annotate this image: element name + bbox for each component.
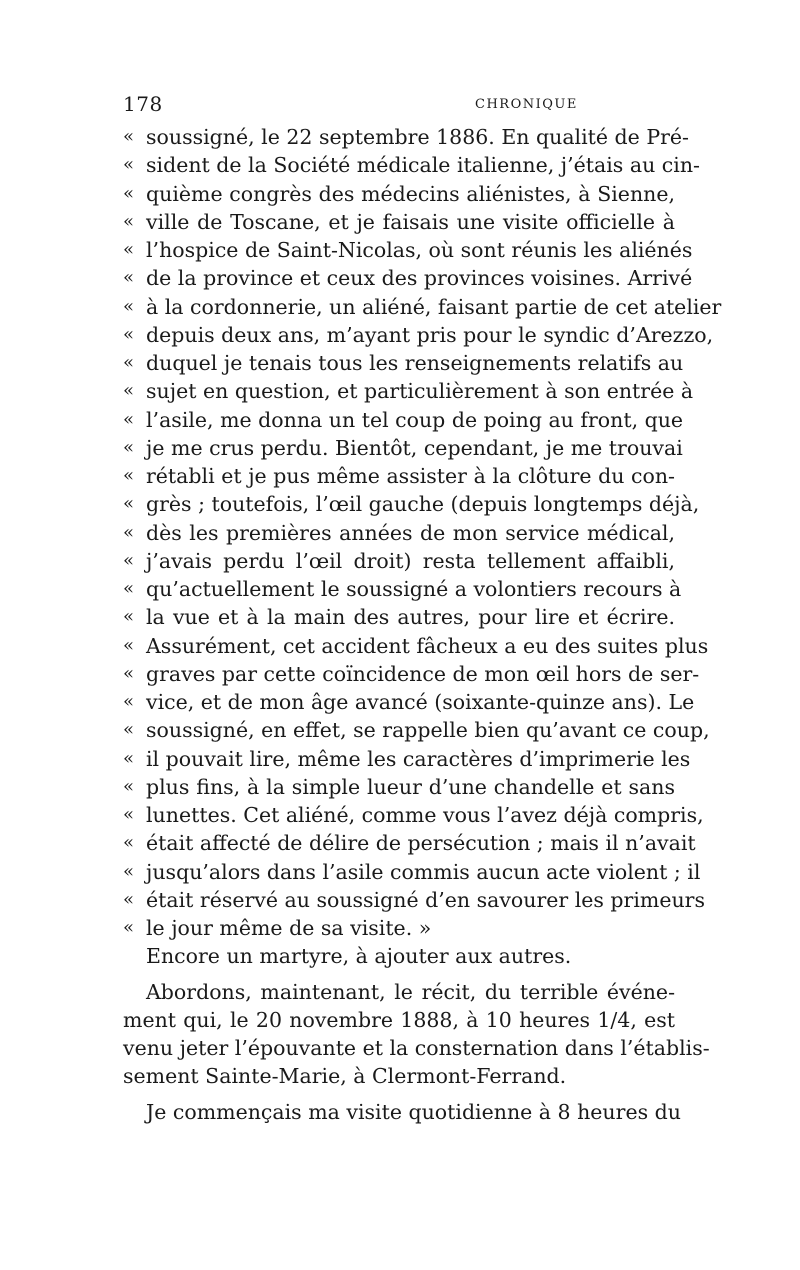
quote-mark: « bbox=[123, 832, 135, 854]
quote-mark: « bbox=[123, 267, 135, 289]
quote-line bbox=[123, 660, 700, 688]
quote-line bbox=[123, 886, 705, 914]
quote-line bbox=[123, 236, 693, 264]
quote-line-text: rétabli et je pus même assister à la clôture du con- bbox=[146, 464, 675, 488]
quote-line bbox=[123, 547, 675, 575]
quote-mark: « bbox=[123, 154, 135, 176]
quote-line-text: jusqu’alors dans l’asile commis aucun acte violent ; il bbox=[146, 859, 701, 884]
quote-line-text: depuis deux ans, m’ayant pris pour le syndic d’Arezzo, bbox=[146, 322, 714, 347]
quote-line bbox=[123, 321, 714, 349]
quote-mark: « bbox=[123, 860, 135, 882]
paragraph-line-text: Je commençais ma visite quotidienne à 8 heures du bbox=[146, 1099, 681, 1124]
quote-line bbox=[123, 632, 709, 660]
quote-line bbox=[123, 716, 710, 744]
quote-mark: « bbox=[123, 804, 135, 825]
page-header bbox=[123, 92, 675, 116]
quote-mark: « bbox=[123, 521, 135, 543]
quote-line bbox=[123, 434, 683, 462]
quote-mark: « bbox=[123, 436, 135, 458]
quote-line bbox=[123, 264, 693, 292]
quote-mark: « bbox=[123, 691, 135, 712]
quote-line-text: quième congrès des médecins aliénistes, à Sienne, bbox=[146, 181, 675, 206]
quote-line-text: le jour même de sa visite. » bbox=[146, 916, 432, 940]
quote-mark: « bbox=[123, 634, 135, 656]
quote-line bbox=[123, 349, 684, 377]
paragraph-line bbox=[123, 1034, 710, 1062]
quote-line-text: lunettes. Cet aliéné, comme vous l’avez déjà compris, bbox=[146, 803, 704, 827]
paragraph-line bbox=[123, 1062, 675, 1090]
quote-mark: « bbox=[123, 606, 135, 628]
running-head: CHRONIQUE bbox=[475, 97, 578, 112]
quote-mark: « bbox=[123, 126, 135, 147]
quote-line bbox=[123, 462, 675, 490]
quote-line bbox=[123, 406, 684, 434]
quote-mark: « bbox=[123, 662, 135, 684]
quote-line-text: soussigné, en effet, se rappelle bien qu’avant ce coup, bbox=[146, 718, 710, 743]
quote-line bbox=[123, 829, 696, 857]
quote-line-text: qu’actuellement le soussigné a volontiers recours à bbox=[146, 577, 682, 601]
quote-line-text: l’asile, me donna un tel coup de poing au front, que bbox=[146, 407, 684, 432]
quote-mark: « bbox=[123, 578, 135, 599]
paragraph-line-text: Encore un martyre, à ajouter aux autres. bbox=[146, 944, 572, 969]
quote-line-text: la vue et à la main des autres, pour lire et écrire. bbox=[146, 605, 675, 630]
quote-line bbox=[123, 914, 675, 942]
page-number: 178 bbox=[123, 92, 163, 116]
quote-mark: « bbox=[123, 465, 135, 486]
quote-line bbox=[123, 208, 675, 236]
quote-line bbox=[123, 377, 694, 405]
quote-mark: « bbox=[123, 380, 135, 402]
quote-line bbox=[123, 773, 675, 801]
quote-mark: « bbox=[123, 182, 135, 204]
quote-mark: « bbox=[123, 747, 135, 769]
quote-line-text: j’avais perdu l’œil droit) resta tellement affaibli, bbox=[146, 548, 675, 573]
paragraph-line bbox=[123, 978, 675, 1006]
quote-mark: « bbox=[123, 323, 135, 345]
quote-line-text: vice, et de mon âge avancé (soixante-quinze ans). Le bbox=[146, 690, 695, 714]
paragraph-line bbox=[123, 1006, 675, 1034]
quote-mark: « bbox=[123, 408, 135, 430]
quote-mark: « bbox=[123, 775, 135, 797]
quote-line bbox=[123, 801, 704, 829]
quote-line bbox=[123, 745, 691, 773]
quote-mark: « bbox=[123, 295, 135, 317]
quote-line-text: plus fins, à la simple lueur d’une chandelle et sans bbox=[146, 774, 675, 799]
quote-line-text: ville de Toscane, et je faisais une visite officielle à bbox=[146, 209, 675, 234]
quote-mark: « bbox=[123, 719, 135, 741]
quote-mark: « bbox=[123, 888, 135, 910]
quote-line bbox=[123, 180, 675, 208]
quote-mark: « bbox=[123, 352, 135, 373]
quote-line bbox=[123, 151, 700, 179]
quote-mark: « bbox=[123, 549, 135, 571]
quote-line-text: était affecté de délire de persécution ; mais il n’avait bbox=[146, 831, 696, 856]
quote-line-text: sujet en question, et particulièrement à son entrée à bbox=[146, 379, 694, 404]
quote-line-text: soussigné, le 22 septembre 1886. En qualité de Pré- bbox=[146, 125, 689, 149]
quote-line bbox=[123, 490, 700, 518]
quote-line-text: il pouvait lire, même les caractères d’imprimerie les bbox=[146, 746, 691, 771]
quote-line bbox=[123, 293, 722, 321]
paragraph-line-text: sement Sainte-Marie, à Clermont-Ferrand. bbox=[123, 1064, 567, 1089]
quote-line-text: de la province et ceux des provinces voisines. Arrivé bbox=[146, 266, 693, 291]
quote-line-text: l’hospice de Saint-Nicolas, où sont réunis les aliénés bbox=[146, 238, 693, 262]
quote-mark: « bbox=[123, 917, 135, 938]
paragraph-line bbox=[123, 1098, 681, 1126]
quote-line bbox=[123, 858, 701, 886]
quote-line-text: grès ; toutefois, l’œil gauche (depuis longtemps déjà, bbox=[146, 492, 700, 517]
quote-line bbox=[123, 688, 695, 716]
quote-line bbox=[123, 603, 675, 631]
quote-line-text: Assurément, cet accident fâcheux a eu des suites plus bbox=[146, 633, 709, 658]
quote-mark: « bbox=[123, 210, 135, 232]
quote-mark: « bbox=[123, 239, 135, 260]
body-text bbox=[123, 123, 722, 1126]
quote-line-text: dès les premières années de mon service médical, bbox=[146, 520, 675, 545]
quote-line bbox=[123, 123, 689, 151]
quote-mark: « bbox=[123, 493, 135, 515]
quote-line-text: duquel je tenais tous les renseignements relatifs au bbox=[146, 351, 684, 375]
paragraph-line-text: ment qui, le 20 novembre 1888, à 10 heures 1/4, est bbox=[123, 1007, 675, 1032]
quote-line-text: à la cordonnerie, un aliéné, faisant partie de cet atelier bbox=[146, 294, 722, 319]
paragraph-line bbox=[123, 942, 675, 970]
quote-line bbox=[123, 519, 675, 547]
quote-line bbox=[123, 575, 682, 603]
paragraph-line-text: venu jeter l’épouvante et la consternation dans l’établis- bbox=[123, 1036, 710, 1060]
quote-line-text: était réservé au soussigné d’en savourer les primeurs bbox=[146, 887, 705, 912]
quote-line-text: je me crus perdu. Bientôt, cependant, je me trouvai bbox=[146, 435, 683, 460]
quote-line-text: sident de la Société médicale italienne, j’étais au cin- bbox=[146, 153, 700, 178]
quote-line-text: graves par cette coïncidence de mon œil hors de ser- bbox=[146, 661, 700, 686]
paragraph-line-text: Abordons, maintenant, le récit, du terrible événe- bbox=[146, 979, 675, 1004]
